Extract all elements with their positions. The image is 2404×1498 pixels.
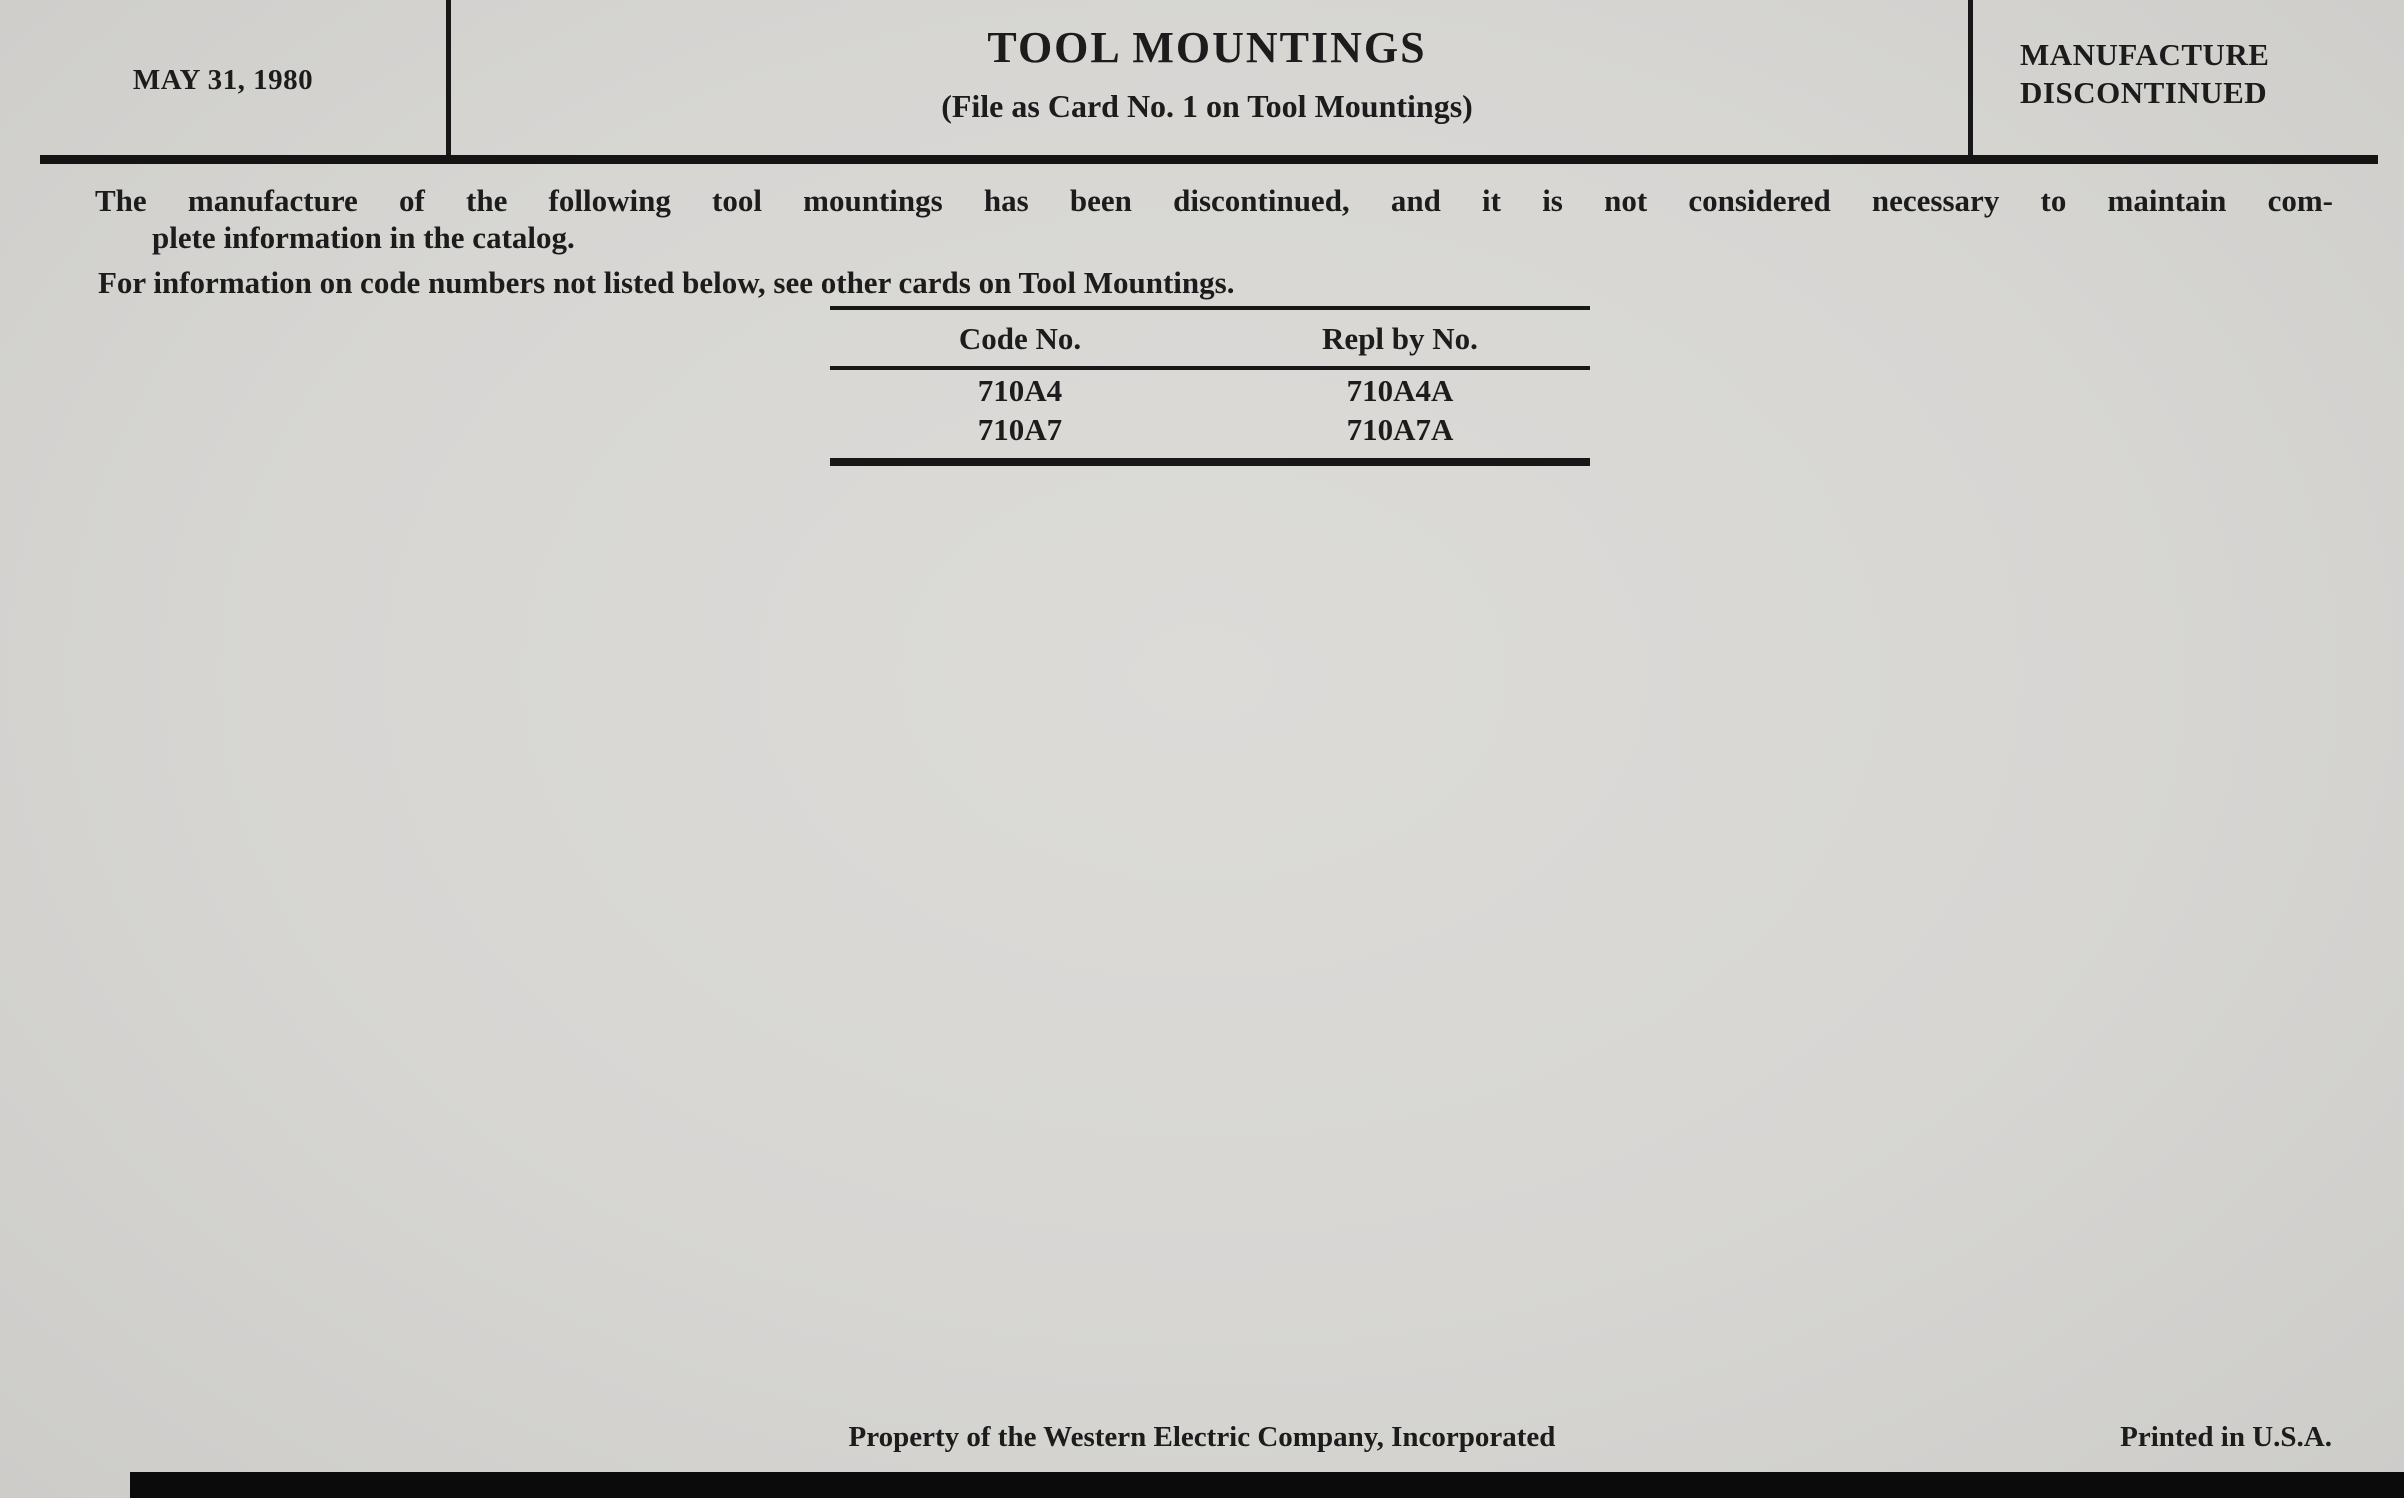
replacement-table bbox=[830, 306, 1590, 466]
table-header-code-no: Code No. bbox=[958, 321, 1082, 356]
header-horizontal-rule bbox=[40, 155, 2378, 164]
table-cell-repl: 710A4A bbox=[1346, 373, 1454, 408]
footer-printed-in-usa: Printed in U.S.A. bbox=[2120, 1421, 2332, 1453]
status-line-2: DISCONTINUED bbox=[2020, 74, 2268, 110]
table-cell-code: 710A7 bbox=[977, 412, 1063, 447]
paragraph-see-other-cards: For information on code numbers not listed below, see other cards on Tool Mountings. bbox=[98, 265, 1235, 300]
paragraph-discontinued-line-1: The manufacture of the following tool mountings has been discontinued, and it is not considered necessary to maintain com- bbox=[95, 183, 2333, 218]
footer-property-notice: Property of the Western Electric Company, Incorporated bbox=[848, 1421, 1556, 1453]
date-label: MAY 31, 1980 bbox=[132, 64, 314, 96]
table-bottom-rule bbox=[830, 458, 1590, 466]
page-title: TOOL MOUNTINGS bbox=[987, 23, 1427, 72]
table-row bbox=[830, 409, 1590, 448]
paragraph-discontinued-line-2: plete information in the catalog. bbox=[152, 220, 575, 255]
status-badge bbox=[2020, 36, 2269, 112]
table-header-repl-by-no: Repl by No. bbox=[1322, 321, 1478, 356]
page-subtitle: (File as Card No. 1 on Tool Mountings) bbox=[941, 88, 1473, 124]
status-line-1: MANUFACTURE bbox=[2020, 37, 2270, 72]
table-header-row bbox=[830, 310, 1590, 366]
header-right-divider bbox=[1968, 0, 1973, 158]
table-row bbox=[830, 370, 1590, 409]
table-cell-code: 710A4 bbox=[977, 373, 1063, 408]
bottom-scan-bar bbox=[130, 1472, 2404, 1498]
table-cell-repl: 710A7A bbox=[1346, 412, 1454, 447]
